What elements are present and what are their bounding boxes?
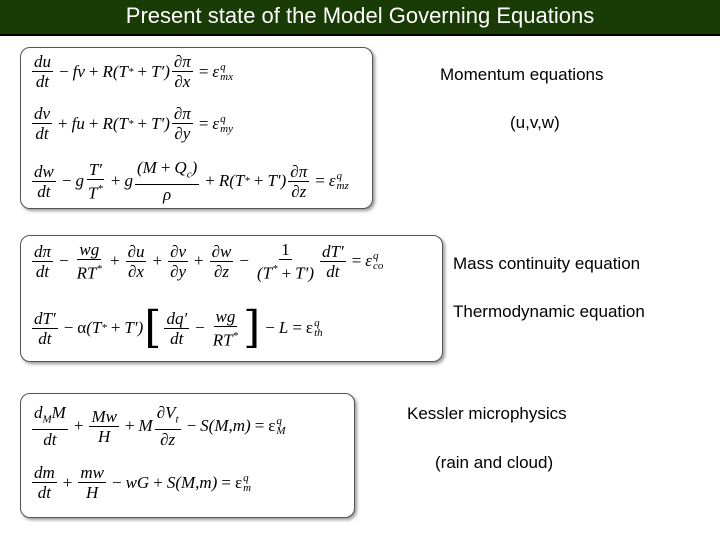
cloud-water-equation: $\frac{d_MM}{dt}$ + $\frac{Mw}{H}$ + M $\frac{\partial V_t}{\partial z}$ − S(M , m) = ε q M	[34, 403, 286, 450]
v-momentum-equation: $\frac{dv}{dt}$ + fu + R(T * + T′) $\frac{\partial\pi}{\partial y}$ = ε q my	[34, 104, 233, 143]
thermodynamic-label: Thermodynamic equation	[453, 302, 645, 321]
momentum-equations-label: Momentum equations	[440, 65, 604, 84]
slide-title: Present state of the Model Governing Equations	[125, 3, 595, 28]
momentum-variables-label: (u,v,w)	[510, 113, 560, 132]
rain-and-cloud-label: (rain and cloud)	[435, 453, 554, 472]
w-momentum-equation: $\frac{dw}{dt}$ − g $\frac{T'}{T^*}$ + g $\frac{(M + Q_c)}{\rho}$ + R(T * + T′) $\frac{\partial\pi}{\partial z}$ = ε q mz	[34, 158, 349, 205]
mass-continuity-label: Mass continuity equation	[453, 254, 641, 273]
title-bar	[0, 0, 720, 36]
mass-continuity-equation: $\frac{d\pi}{dt}$ − $\frac{wg}{RT^*}$ + $\frac{\partial u}{\partial x}$ + $\frac{\partial v}{\partial y}$ + $\frac{\partial w}{\partial z}$ − $\frac{1}{(T^* + T')}$ $\frac{dT'}{dt}$ = ε q co	[34, 240, 384, 283]
kessler-microphysics-label: Kessler microphysics	[407, 404, 567, 423]
thermodynamic-equation: $\frac{dT'}{dt}$ − α (T * + T′) [ $\frac{dq'}{dt}$ − $\frac{wg}{RT^*}$ ] − L = ε q th	[34, 302, 323, 354]
rain-water-equation: $\frac{dm}{dt}$ + $\frac{mw}{H}$ − wG + S(M , m) = ε q m	[34, 463, 252, 502]
u-momentum-equation: $\frac{du}{dt}$ − fv + R(T * + T′) $\frac{\partial\pi}{\partial x}$ = ε q mx	[34, 52, 233, 91]
